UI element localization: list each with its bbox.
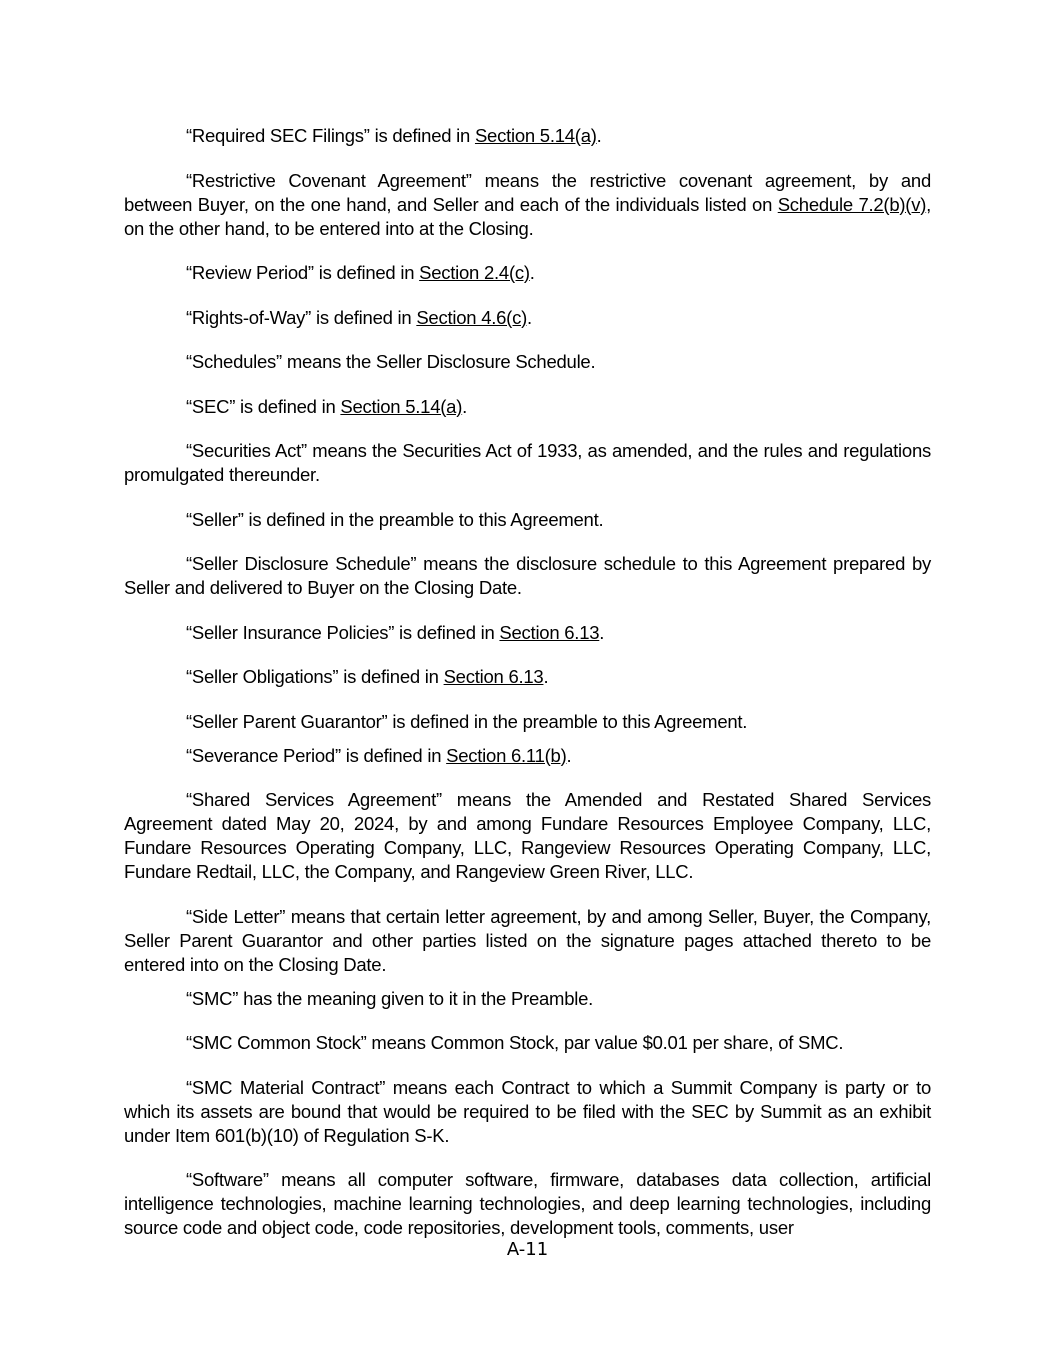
definition-review-period: [124, 261, 931, 285]
definition-text: has the meaning given to it in the Preamble.: [238, 987, 594, 1009]
definitions-list: [124, 124, 931, 1261]
definition-tail: , on the other hand, to be entered into at the Closing.: [124, 193, 931, 239]
defined-term: “SMC Material Contract”: [186, 1076, 386, 1098]
definition-text: is defined in: [340, 744, 447, 766]
definition-tail: .: [462, 395, 467, 417]
page-number: A-11: [506, 1239, 549, 1260]
definition-text: means each Contract to which a Summit Company is party or to which its assets are bound that would be required to be filed with the SEC by Summit as an exhibit under Item 601(b)(10) of Regulation S-K.: [124, 1076, 931, 1146]
definition-text: is defined in: [338, 666, 444, 687]
definition-software: [124, 1168, 931, 1240]
definition-sec: [124, 395, 931, 419]
defined-term: “Severance Period”: [186, 744, 341, 766]
definition-severance-period: [124, 744, 931, 768]
definition-tail: .: [599, 621, 605, 643]
defined-term: “Software”: [186, 1169, 269, 1190]
definition-tail: .: [526, 306, 532, 328]
definition-tail: .: [596, 125, 602, 146]
definition-text: means that certain letter agreement, by and among Seller, Buyer, the Company, Seller Parent Guarantor and other parties listed on the signature pages attached thereto to be entered into on the Closing Date.: [124, 905, 931, 975]
definition-seller-parent-guarantor: [124, 710, 931, 734]
definition-seller: [124, 508, 931, 532]
section-reference-link[interactable]: Section 6.13: [443, 666, 544, 687]
section-reference-link[interactable]: Section 6.13: [499, 621, 600, 643]
definition-text: is defined in: [313, 262, 420, 283]
definition-smc: [124, 987, 931, 1011]
defined-term: “Seller Parent Guarantor”: [186, 710, 388, 732]
section-reference-link[interactable]: Section 2.4(c): [419, 262, 530, 283]
defined-term: “Rights-of-Way”: [186, 306, 312, 328]
section-reference-link[interactable]: Section 6.11(b): [446, 744, 567, 766]
definition-seller-insurance-policies: [124, 621, 931, 645]
defined-term: “Shared Services Agreement”: [186, 789, 442, 810]
definition-text: means the disclosure schedule to this Agreement prepared by Seller and delivered to Buyer on the Closing Date.: [124, 553, 931, 598]
defined-term: “Review Period”: [186, 262, 314, 283]
definition-tail: .: [566, 744, 572, 766]
definition-text: is defined in: [369, 125, 475, 146]
defined-term: “SMC”: [186, 987, 239, 1009]
definition-tail: .: [529, 262, 535, 283]
definition-text: is defined in the preamble to this Agreement.: [243, 508, 604, 530]
definition-seller-obligations: [124, 665, 931, 689]
definition-text: means all computer software, firmware, databases data collection, artificial intelligence technologies, machine learning technologies, and deep learning technologies, including source code and object code, code repositories, development tools, comments, user: [124, 1169, 931, 1238]
definition-text: means the Securities Act of 1933, as amended, and the rules and regulations promulgated thereunder.: [124, 440, 931, 485]
definition-shared-services-agreement: [124, 788, 931, 884]
definition-side-letter: [124, 905, 931, 977]
section-reference-link[interactable]: Section 5.14(a): [474, 125, 597, 146]
definition-seller-disclosure-schedule: [124, 552, 931, 600]
definition-text: means Common Stock, par value $0.01 per share, of SMC.: [366, 1032, 844, 1053]
schedule-reference-link[interactable]: Schedule 7.2(b)(v): [777, 193, 927, 215]
definition-restrictive-covenant-agreement: [124, 169, 931, 241]
definition-schedules: [124, 350, 931, 374]
defined-term: “Required SEC Filings”: [186, 125, 370, 146]
section-reference-link[interactable]: Section 4.6(c): [416, 306, 527, 328]
definition-text: is defined in: [311, 306, 417, 328]
definition-text: means the restrictive covenant agreement, by and between Buyer, on the one hand, and Seller and each of the individuals listed on: [124, 169, 931, 215]
definition-tail: .: [543, 666, 549, 687]
definition-text: is defined in: [235, 395, 341, 417]
definition-securities-act: [124, 439, 931, 487]
definition-text: means the Amended and Restated Shared Services Agreement dated May 20, 2024, by and among Fundare Resources Employee Company, LLC, Fundare Resources Operating Company, LLC, Rangeview Resources Operating Company, LLC, Fundare Redtail, LLC, the Company, and Rangeview Green River, LLC.: [124, 789, 931, 882]
defined-term: “SEC”: [186, 395, 236, 417]
defined-term: “Restrictive Covenant Agreement”: [186, 169, 472, 191]
definition-text: is defined in: [394, 621, 500, 643]
section-reference-link[interactable]: Section 5.14(a): [340, 395, 463, 417]
definition-smc-material-contract: [124, 1076, 931, 1148]
defined-term: “Seller Insurance Policies”: [186, 621, 395, 643]
defined-term: “Schedules”: [186, 351, 282, 372]
defined-term: “Side Letter”: [186, 905, 286, 927]
definition-rights-of-way: [124, 306, 931, 330]
defined-term: “Seller Disclosure Schedule”: [186, 553, 417, 574]
defined-term: “Seller”: [186, 508, 244, 530]
defined-term: “SMC Common Stock”: [186, 1032, 367, 1053]
definition-smc-common-stock: [124, 1031, 931, 1055]
definition-text: means the Seller Disclosure Schedule.: [281, 351, 596, 372]
defined-term: “Securities Act”: [186, 440, 307, 461]
definition-required-sec-filings: [124, 124, 931, 148]
definition-text: is defined in the preamble to this Agreement.: [387, 710, 748, 732]
defined-term: “Seller Obligations”: [186, 666, 339, 687]
